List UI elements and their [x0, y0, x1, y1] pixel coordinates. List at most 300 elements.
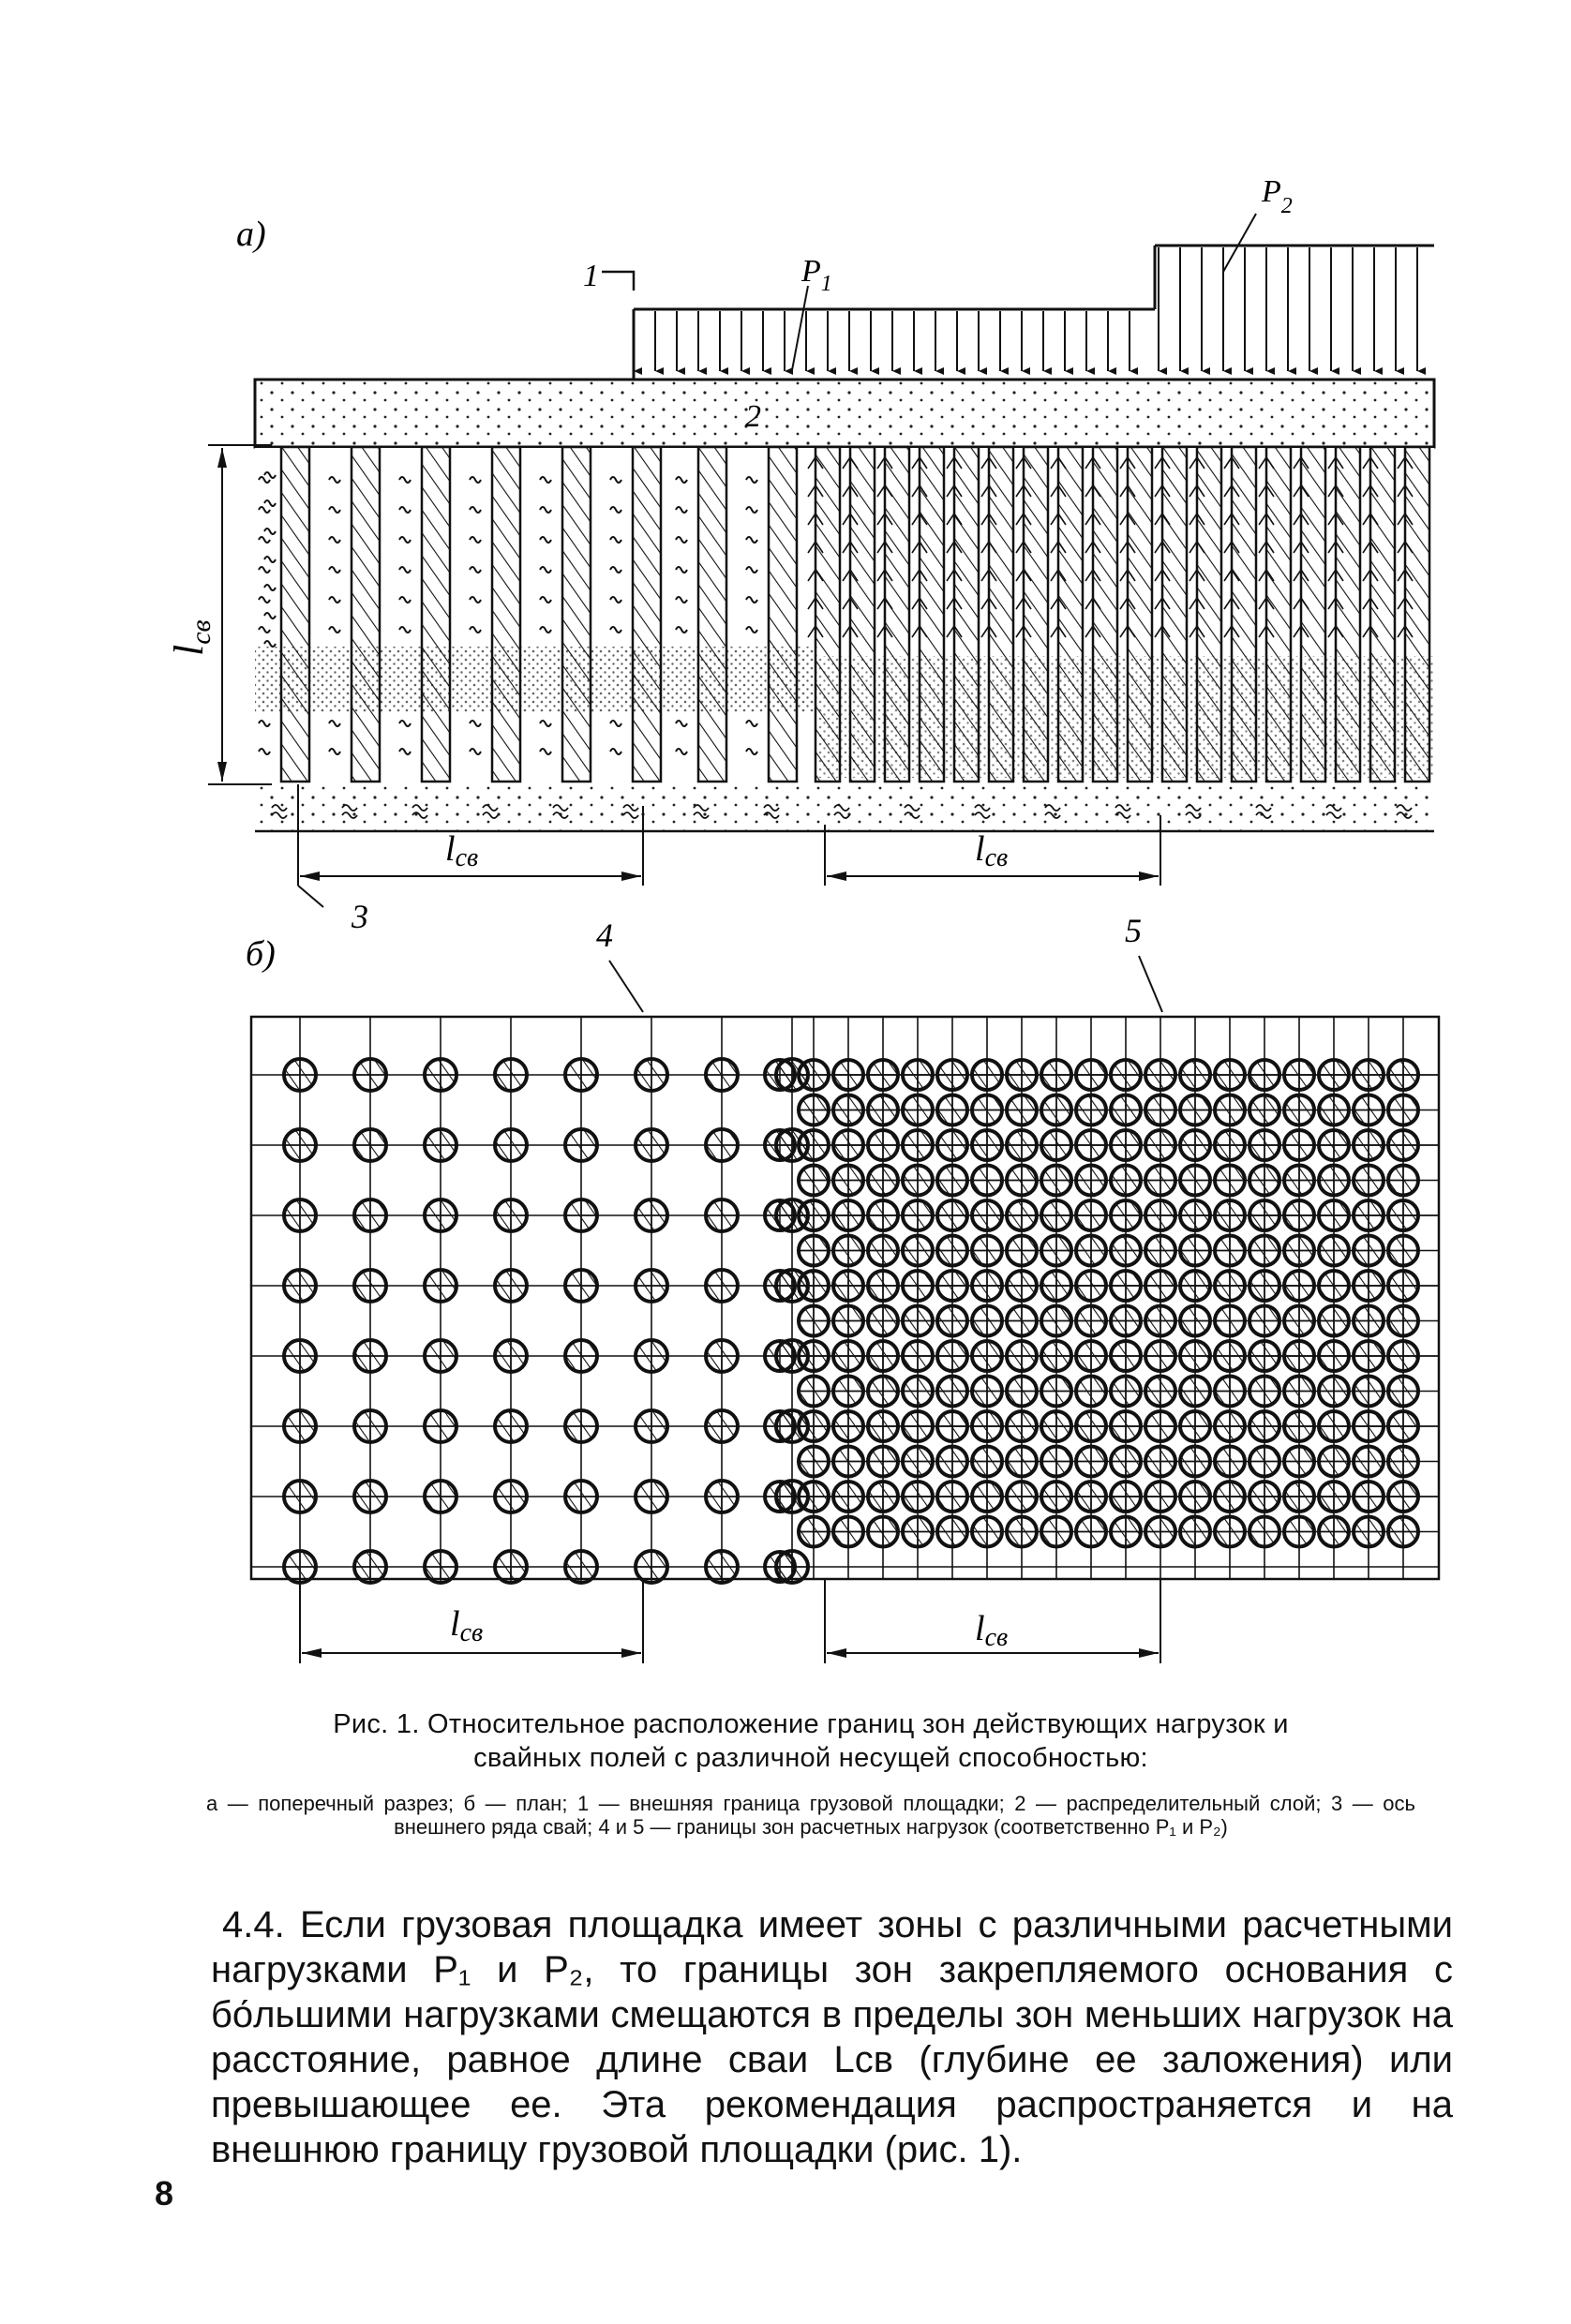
pile-circle — [868, 1060, 898, 1090]
pile-circle — [937, 1482, 967, 1512]
pile-circle — [565, 1410, 597, 1442]
pile-circle — [1145, 1341, 1175, 1371]
pile-circle — [284, 1410, 316, 1442]
pile — [1162, 447, 1187, 782]
pile-circle — [903, 1306, 933, 1336]
pile-circle — [1007, 1236, 1037, 1266]
pile-circle — [1354, 1271, 1384, 1301]
pile — [850, 447, 875, 782]
pile-circle — [1041, 1482, 1071, 1512]
pile-circle — [1319, 1166, 1349, 1196]
pile — [769, 447, 797, 782]
pile-circle — [1007, 1166, 1037, 1196]
pile-circle — [833, 1517, 863, 1547]
pile-circle — [1076, 1271, 1106, 1301]
pile-circle — [1388, 1306, 1418, 1336]
pile — [989, 447, 1013, 782]
pile — [1128, 447, 1152, 782]
pile — [698, 447, 726, 782]
pile-circle — [1041, 1166, 1071, 1196]
pile-circle — [868, 1482, 898, 1512]
pile-circle — [1007, 1517, 1037, 1547]
pile — [920, 447, 944, 782]
pile-circle — [636, 1340, 667, 1372]
pile-circle — [833, 1095, 863, 1125]
pile-circle — [1076, 1377, 1106, 1407]
pile-circle — [1041, 1306, 1071, 1336]
pile-circle — [565, 1551, 597, 1583]
pile-circle — [1388, 1200, 1418, 1230]
pile-circle — [765, 1552, 795, 1582]
pile-circle — [495, 1410, 527, 1442]
pile-circle — [972, 1517, 1002, 1547]
pile-circle — [937, 1306, 967, 1336]
dim-offset-right-label: lсв — [975, 829, 1009, 872]
pile-circles — [284, 1059, 1418, 1583]
pile-circle — [903, 1377, 933, 1407]
pile-circle — [937, 1341, 967, 1371]
pile-circle — [425, 1481, 456, 1512]
pile-circle — [495, 1270, 527, 1302]
pile-circle — [1111, 1482, 1141, 1512]
pile-circle — [1249, 1271, 1279, 1301]
pile-circle — [903, 1482, 933, 1512]
pile-circle — [425, 1410, 456, 1442]
pile-circle — [1215, 1130, 1245, 1160]
pile-circle — [1076, 1341, 1106, 1371]
pile-circle — [972, 1130, 1002, 1160]
pile-circle — [1041, 1130, 1071, 1160]
pile-circle — [1319, 1236, 1349, 1266]
label-a: a) — [236, 215, 266, 254]
pile-circle — [1319, 1341, 1349, 1371]
pile-circle — [1249, 1411, 1279, 1441]
pile — [954, 447, 979, 782]
pile-circle — [1007, 1482, 1037, 1512]
pile-circle — [1354, 1200, 1384, 1230]
pile-circle — [833, 1411, 863, 1441]
pile-circle — [1284, 1517, 1314, 1547]
pile-circle — [868, 1236, 898, 1266]
pile-circle — [903, 1095, 933, 1125]
pile-circle — [765, 1341, 795, 1371]
pile-circle — [354, 1481, 386, 1512]
pile-circle — [937, 1271, 967, 1301]
pile-circle — [799, 1200, 829, 1230]
pile-circle — [1388, 1341, 1418, 1371]
pile-circle — [1111, 1517, 1141, 1547]
pile-circle — [1111, 1060, 1141, 1090]
pile-circle — [1249, 1060, 1279, 1090]
dimension-offsets-plan — [300, 1579, 1160, 1663]
pile-circle — [1354, 1411, 1384, 1441]
pile-circle — [903, 1236, 933, 1266]
pile-circle — [972, 1447, 1002, 1477]
pile-circle — [1284, 1411, 1314, 1441]
pile-circle — [1354, 1377, 1384, 1407]
page-number: 8 — [155, 2174, 174, 2212]
pile-circle — [972, 1166, 1002, 1196]
pile-circle — [799, 1060, 829, 1090]
pile-circle — [1249, 1482, 1279, 1512]
pile-circle — [1215, 1200, 1245, 1230]
pile-circle — [1319, 1447, 1349, 1477]
pile-circle — [1284, 1482, 1314, 1512]
pile-circle — [1145, 1130, 1175, 1160]
dim-depth-label: lсв — [166, 619, 217, 656]
pile-circle — [565, 1059, 597, 1091]
pile-circle — [706, 1059, 738, 1091]
label-b: б) — [246, 934, 276, 974]
pile-circle — [1076, 1130, 1106, 1160]
pile-circle — [1041, 1341, 1071, 1371]
pile-circle — [354, 1551, 386, 1583]
figure-caption-legend: а — поперечный разрез; б — план; 1 — внешняя граница грузовой площадки; 2 — распределительный слой; 3 — ось внешнего ряда свай; 4 и 5 — границы зон расчетных нагрузок (соответственно P₁ и P₂) — [206, 1792, 1415, 1839]
pile-circle — [1007, 1341, 1037, 1371]
pile-circle — [1111, 1447, 1141, 1477]
pile-circle — [1284, 1271, 1314, 1301]
pile-circle — [868, 1095, 898, 1125]
pile-circle — [868, 1166, 898, 1196]
pile-circle — [937, 1377, 967, 1407]
pile-circle — [1180, 1060, 1210, 1090]
pile-circle — [1388, 1377, 1418, 1407]
pile-circle — [972, 1095, 1002, 1125]
pile-circle — [1180, 1447, 1210, 1477]
pile-circle — [1284, 1200, 1314, 1230]
pile-circle — [1180, 1166, 1210, 1196]
pile-circle — [1111, 1095, 1141, 1125]
pile-circle — [1041, 1095, 1071, 1125]
pile-circle — [765, 1482, 795, 1512]
pile-circle — [495, 1129, 527, 1161]
pile-circle — [1388, 1130, 1418, 1160]
pile-circle — [1041, 1200, 1071, 1230]
pile-circle — [636, 1551, 667, 1583]
pile-circle — [425, 1199, 456, 1231]
pile-circle — [1388, 1411, 1418, 1441]
pile-circle — [1111, 1341, 1141, 1371]
pile-circle — [565, 1340, 597, 1372]
pile-circle — [1284, 1130, 1314, 1160]
pile-circle — [903, 1166, 933, 1196]
pile-circle — [1111, 1306, 1141, 1336]
pile — [1232, 447, 1256, 782]
pile-circle — [706, 1270, 738, 1302]
pile-circle — [937, 1447, 967, 1477]
pile-circle — [833, 1060, 863, 1090]
pile-circle — [937, 1060, 967, 1090]
pile-circle — [1354, 1236, 1384, 1266]
pile-circle — [1284, 1341, 1314, 1371]
pile-circle — [799, 1517, 829, 1547]
pile-circle — [1388, 1236, 1418, 1266]
pile-circle — [1215, 1447, 1245, 1477]
pile-circle — [903, 1517, 933, 1547]
pile — [1405, 447, 1429, 782]
pile-circle — [903, 1271, 933, 1301]
pile-circle — [1076, 1482, 1106, 1512]
pile-circle — [1284, 1377, 1314, 1407]
pile-circle — [868, 1200, 898, 1230]
pile-circle — [1076, 1306, 1106, 1336]
pile-circle — [1319, 1095, 1349, 1125]
pile-circle — [1041, 1060, 1071, 1090]
pile-circle — [636, 1059, 667, 1091]
pile-circle — [799, 1130, 829, 1160]
pile-circle — [1180, 1411, 1210, 1441]
pile-circle — [1041, 1517, 1071, 1547]
pile-circle — [284, 1481, 316, 1512]
dim-plan-left-label: lсв — [450, 1604, 484, 1647]
pile-circle — [1215, 1060, 1245, 1090]
pile — [633, 447, 661, 782]
pile-circle — [903, 1411, 933, 1441]
pile-circle — [636, 1199, 667, 1231]
pile-circle — [354, 1129, 386, 1161]
pile-circle — [765, 1411, 795, 1441]
pile-circle — [833, 1447, 863, 1477]
pile-circle — [1111, 1200, 1141, 1230]
pile-circle — [972, 1482, 1002, 1512]
pile-circle — [903, 1447, 933, 1477]
pile — [562, 447, 591, 782]
pile-circle — [833, 1236, 863, 1266]
pile-circle — [1319, 1377, 1349, 1407]
pile-circle — [565, 1270, 597, 1302]
pile — [1093, 447, 1117, 782]
pile-circle — [765, 1130, 795, 1160]
pile — [422, 447, 450, 782]
pile-circle — [1319, 1060, 1349, 1090]
pile-circle — [1388, 1095, 1418, 1125]
pile — [815, 447, 840, 782]
label-1: 1 — [583, 259, 599, 293]
pile-circle — [1284, 1306, 1314, 1336]
pile-circle — [1284, 1095, 1314, 1125]
pile-circle — [495, 1340, 527, 1372]
pile-circle — [425, 1340, 456, 1372]
pile-circle — [903, 1341, 933, 1371]
pile-circle — [1145, 1517, 1175, 1547]
load-p1-label: $P_1$ — [801, 254, 832, 296]
pile-circle — [937, 1236, 967, 1266]
pile-circle — [1145, 1306, 1175, 1336]
pile-circle — [1007, 1060, 1037, 1090]
pile-circle — [1354, 1095, 1384, 1125]
pile-circle — [425, 1129, 456, 1161]
label-2: 2 — [745, 399, 761, 434]
pile-circle — [799, 1482, 829, 1512]
pile-circle — [1249, 1236, 1279, 1266]
pile-circle — [354, 1059, 386, 1091]
pile — [1197, 447, 1221, 782]
pile-circle — [1249, 1166, 1279, 1196]
pile-circle — [1215, 1306, 1245, 1336]
figure-caption-title — [206, 1707, 1415, 1775]
pile-circle — [799, 1236, 829, 1266]
pile — [352, 447, 380, 782]
pile-circle — [972, 1306, 1002, 1336]
pile-circle — [1145, 1271, 1175, 1301]
pile-circle — [1111, 1236, 1141, 1266]
pile-circle — [1145, 1060, 1175, 1090]
pile-circle — [799, 1271, 829, 1301]
pile-circle — [1145, 1200, 1175, 1230]
pile-circle — [937, 1130, 967, 1160]
pile-circle — [1076, 1447, 1106, 1477]
pile-circle — [1180, 1200, 1210, 1230]
pile-circle — [1284, 1166, 1314, 1196]
pile-circle — [1076, 1200, 1106, 1230]
pile-circle — [833, 1377, 863, 1407]
pile-circle — [284, 1059, 316, 1091]
pile-circle — [799, 1411, 829, 1441]
pile-circle — [1180, 1341, 1210, 1371]
pile-circle — [425, 1551, 456, 1583]
pile-circle — [1215, 1095, 1245, 1125]
pile-circle — [1180, 1517, 1210, 1547]
pile-circle — [1249, 1306, 1279, 1336]
pile-circle — [1076, 1411, 1106, 1441]
pile-circle — [1180, 1377, 1210, 1407]
pile — [1301, 447, 1325, 782]
pile-circle — [765, 1271, 795, 1301]
pile-circle — [565, 1129, 597, 1161]
pile-circle — [425, 1059, 456, 1091]
caption-title-line-1: Рис. 1. Относительное расположение границ зон действующих нагрузок и — [333, 1709, 1289, 1739]
pile-circle — [1111, 1271, 1141, 1301]
pile-circle — [972, 1341, 1002, 1371]
pile-circle — [1180, 1130, 1210, 1160]
pile-circle — [1284, 1447, 1314, 1477]
pile-circle — [1145, 1095, 1175, 1125]
pile-circle — [833, 1482, 863, 1512]
label-5: 5 — [1125, 912, 1142, 949]
caption-title-line-2: свайных полей с различной несущей способностью: — [473, 1743, 1148, 1773]
pile-circle — [1145, 1236, 1175, 1266]
pile-circle — [1076, 1517, 1106, 1547]
pile-circle — [425, 1270, 456, 1302]
pile-circle — [1007, 1377, 1037, 1407]
pile-circle — [1354, 1060, 1384, 1090]
pile-circle — [1180, 1482, 1210, 1512]
pile — [1370, 447, 1395, 782]
pile-circle — [495, 1059, 527, 1091]
pile-circle — [1215, 1166, 1245, 1196]
pile-circle — [1354, 1517, 1384, 1547]
pile-circle — [636, 1410, 667, 1442]
pile-circle — [1180, 1236, 1210, 1266]
pile-circle — [868, 1341, 898, 1371]
pile-circle — [833, 1166, 863, 1196]
pile-circle — [1007, 1200, 1037, 1230]
pile-circle — [636, 1270, 667, 1302]
pile-circle — [1007, 1095, 1037, 1125]
pile-circle — [1215, 1377, 1245, 1407]
pile-circle — [1041, 1447, 1071, 1477]
pile-circle — [1388, 1482, 1418, 1512]
pile-circle — [1388, 1166, 1418, 1196]
load-p2 — [1155, 174, 1434, 371]
pile-circle — [1319, 1482, 1349, 1512]
label-3: 3 — [352, 898, 368, 935]
pile-circle — [1354, 1447, 1384, 1477]
pile-circle — [799, 1341, 829, 1371]
pile-circle — [1284, 1060, 1314, 1090]
pile-circle — [868, 1377, 898, 1407]
paragraph-4-4: 4.4. Если грузовая площадка имеет зоны с различными расчетными нагрузками P₁ и P₂, то границы зон закрепляемого основания с бо́льшими нагрузками смещаются в пределы зон меньших нагрузок на расстояние, равное длине сваи Lсв (глубине ее заложения) или превышающее ее. Эта рекомендация распространяется и на внешнюю границу грузовой площадки (рис. 1). — [211, 1904, 1453, 2170]
pile-circle — [495, 1551, 527, 1583]
pile-circle — [868, 1411, 898, 1441]
pile-circle — [833, 1200, 863, 1230]
pile-circle — [903, 1200, 933, 1230]
pile-circle — [833, 1130, 863, 1160]
pile-circle — [799, 1095, 829, 1125]
pile-circle — [354, 1270, 386, 1302]
pile-circle — [1076, 1095, 1106, 1125]
pile-circle — [972, 1377, 1002, 1407]
pile-circle — [1319, 1200, 1349, 1230]
pile-circle — [937, 1200, 967, 1230]
pile-circle — [1041, 1271, 1071, 1301]
pile-circle — [495, 1481, 527, 1512]
pile-circle — [868, 1271, 898, 1301]
pile-circle — [972, 1060, 1002, 1090]
load-p2-label: $P_2$ — [1262, 174, 1293, 218]
pile — [1266, 447, 1291, 782]
pile-circle — [903, 1060, 933, 1090]
pile-circle — [868, 1517, 898, 1547]
pile-circle — [1076, 1236, 1106, 1266]
pile-circle — [1354, 1341, 1384, 1371]
pile-circle — [284, 1270, 316, 1302]
pile-circle — [1388, 1060, 1418, 1090]
pile-circle — [1388, 1447, 1418, 1477]
pile-circle — [1145, 1411, 1175, 1441]
dim-plan-right-label: lсв — [975, 1609, 1009, 1652]
pile-circle — [868, 1447, 898, 1477]
pile-circle — [833, 1271, 863, 1301]
pile-circle — [284, 1551, 316, 1583]
load-p1 — [634, 254, 1155, 380]
pile-circle — [1041, 1236, 1071, 1266]
pile-circle — [284, 1129, 316, 1161]
pile-circle — [1076, 1060, 1106, 1090]
pile-circle — [706, 1481, 738, 1512]
pile-circle — [1215, 1236, 1245, 1266]
pile-circle — [937, 1411, 967, 1441]
pile-circle — [1284, 1236, 1314, 1266]
pile-circle — [1007, 1411, 1037, 1441]
pile-circle — [833, 1341, 863, 1371]
pile-circle — [354, 1410, 386, 1442]
pile-circle — [1041, 1377, 1071, 1407]
pile-circle — [284, 1199, 316, 1231]
pile — [885, 447, 909, 782]
pile-circle — [1215, 1341, 1245, 1371]
pile-circle — [495, 1199, 527, 1231]
pile — [1336, 447, 1360, 782]
pile-circle — [1111, 1377, 1141, 1407]
pile-circle — [1076, 1166, 1106, 1196]
pile-circle — [1354, 1130, 1384, 1160]
pile-circle — [1354, 1482, 1384, 1512]
pile-circle — [706, 1410, 738, 1442]
pile-circle — [1007, 1130, 1037, 1160]
pile-circle — [1111, 1166, 1141, 1196]
pile-circle — [1215, 1411, 1245, 1441]
